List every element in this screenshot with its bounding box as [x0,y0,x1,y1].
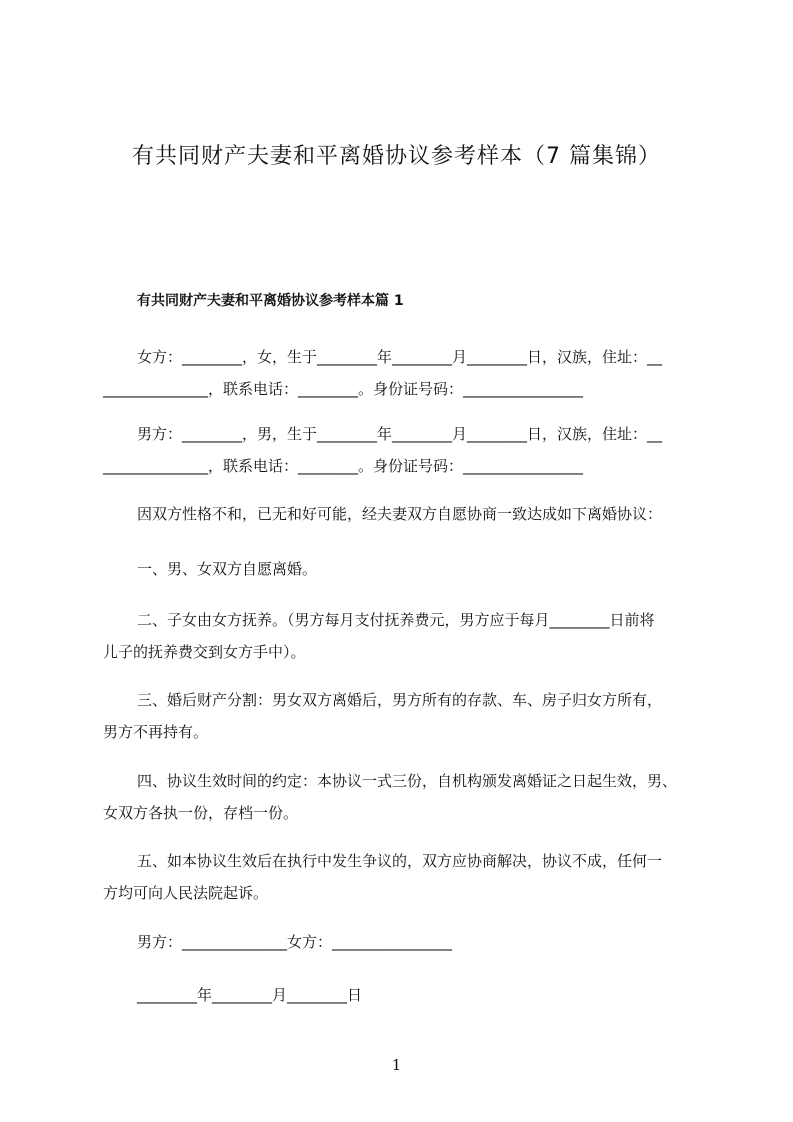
clause-3-paragraph [103,684,703,748]
male-party-paragraph [103,418,703,482]
clause-4-line-1: 四、协议生效时间的约定：本协议一式三份，自机构颁发离婚证之日起生效，男、 [137,772,678,790]
clause-3-line-2: 男方不再持有。 [103,723,209,741]
clause-5-paragraph [103,845,703,909]
female-party-paragraph [103,341,703,405]
clause-2-paragraph [103,604,703,668]
date-line: ________年________月________日 [137,986,363,1004]
clause-5-line-2: 方均可向人民法院起诉。 [103,884,269,902]
clause-2-line-2: 儿子的抚养费交到女方手中）。 [103,643,306,661]
date-paragraph [103,979,703,1011]
male-party-line-1: 男方：________，男，生于________年________月________日，汉族，住址：__ [137,425,663,443]
clause-5-line-1: 五、如本协议生效后在执行中发生争议的，双方应协商解决，协议不成，任何一 [137,852,663,870]
male-party-line-2: ______________，联系电话：________。身份证号码：________________ [103,457,584,475]
document-title: 有共同财产夫妻和平离婚协议参考样本（7 篇集锦） [132,144,661,169]
page-number: 1 [391,1056,402,1074]
clause-2-line-1: 二、子女由女方抚养。（男方每月支付抚养费元，男方应于每月________日前将 [137,611,655,629]
female-party-line-1: 女方：________，女，生于________年________月________日，汉族，住址：__ [137,348,663,366]
signature-paragraph [103,926,703,958]
reason-line: 因双方性格不和，已无和好可能，经夫妻双方自愿协商一致达成如下离婚协议： [137,505,663,523]
clause-3-line-1: 三、婚后财产分割：男女双方离婚后，男方所有的存款、车、房子归女方所有， [137,691,663,709]
signature-line: 男方：______________女方：________________ [137,933,453,951]
clause-4-paragraph [103,765,703,829]
clause-1-paragraph [103,553,703,585]
female-party-line-2: ______________，联系电话：________。身份证号码：________________ [103,380,584,398]
section-heading: 有共同财产夫妻和平离婚协议参考样本篇 1 [137,293,404,309]
clause-4-line-2: 女双方各执一份，存档一份。 [103,804,299,822]
reason-paragraph [103,498,703,530]
clause-1-line: 一、男、女双方自愿离婚。 [137,560,318,578]
